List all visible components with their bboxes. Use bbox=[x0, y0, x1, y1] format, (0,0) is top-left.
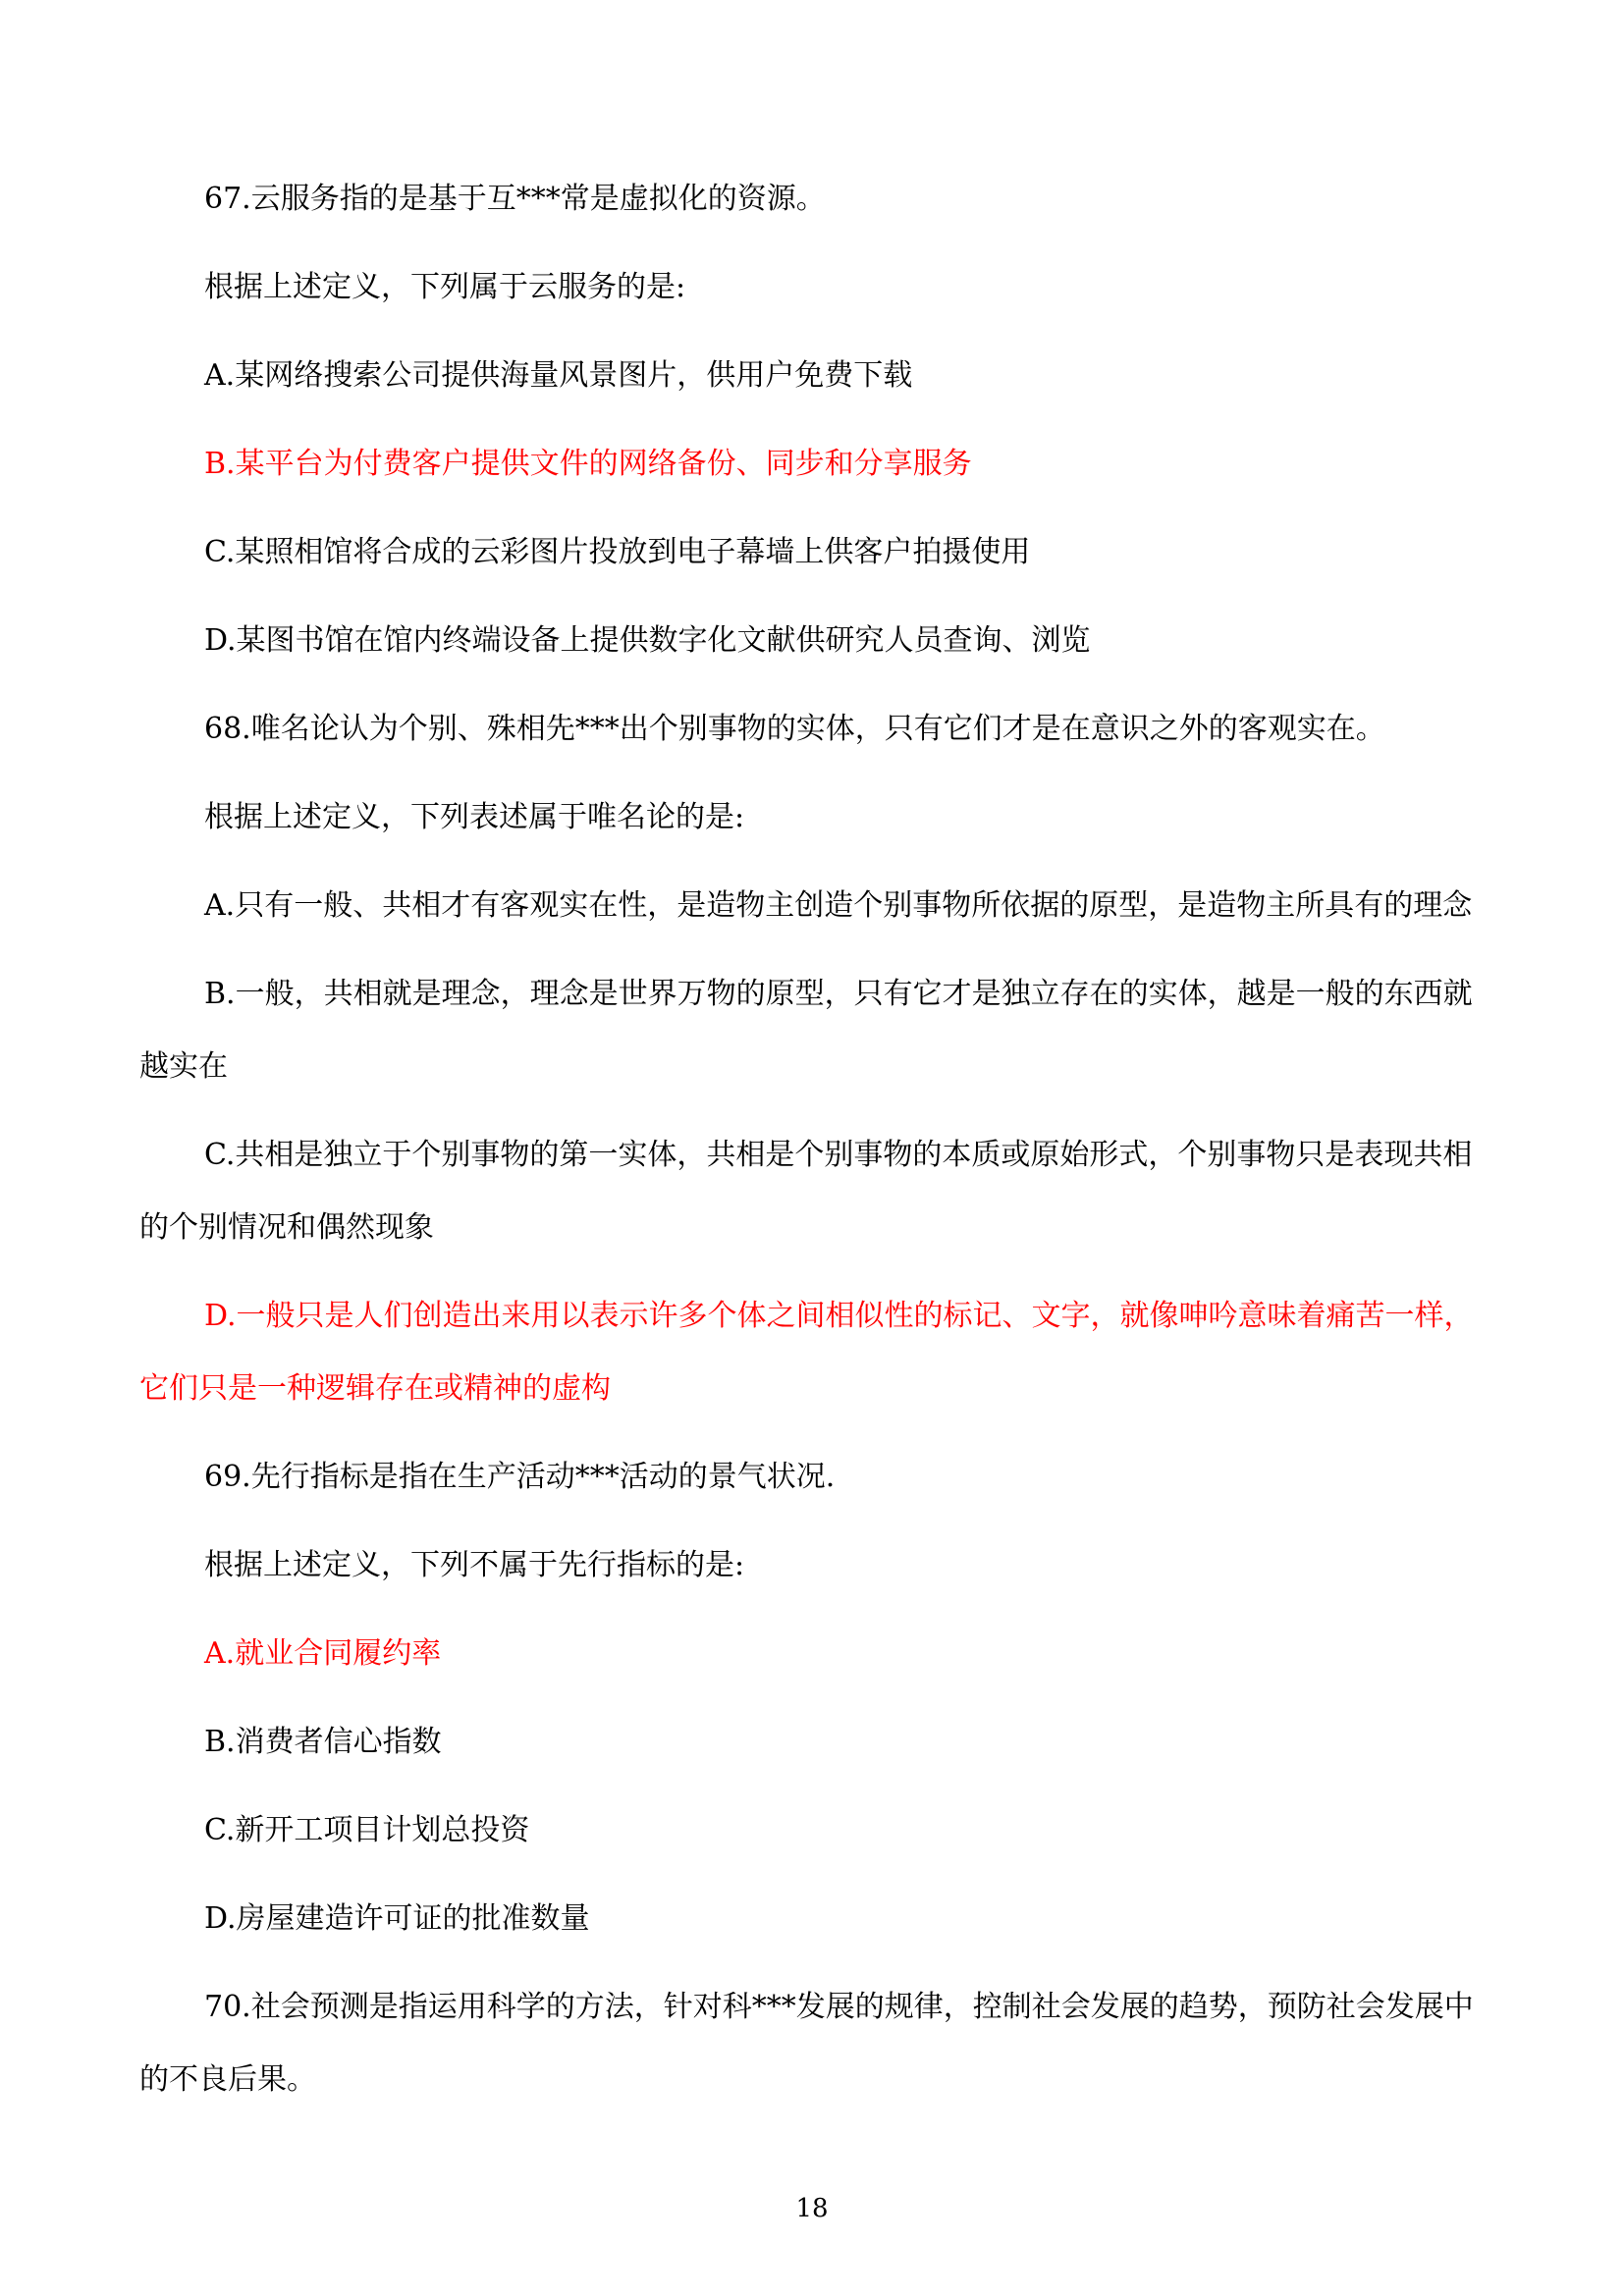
option-q68-d: D.一般只是人们创造出来用以表示许多个体之间相似性的标记、文字，就像呻吟意味着痛苦一样，它们只是一种逻辑存在或精神的虚构 bbox=[139, 1299, 1474, 1406]
option-q69-d: D.房屋建造许可证的批准数量 bbox=[204, 1901, 590, 1936]
option-q67-a: A.某网络搜索公司提供海量风景图片，供用户免费下载 bbox=[204, 358, 913, 393]
option-q68-b: B.一般，共相就是理念，理念是世界万物的原型，只有它才是独立存在的实体，越是一般的东西就越实在 bbox=[139, 977, 1473, 1084]
option-q69-c: C.新开工项目计划总投资 bbox=[204, 1813, 530, 1847]
paragraph-q67-stem: 67.云服务指的是基于互***常是虚拟化的资源。 bbox=[204, 182, 826, 216]
paragraph-q68-prompt: 根据上述定义，下列表述属于唯名论的是: bbox=[204, 800, 745, 834]
paragraph-q67-prompt: 根据上述定义，下列属于云服务的是: bbox=[204, 270, 686, 304]
paragraph-q70-stem: 70.社会预测是指运用科学的方法，针对科***发展的规律，控制社会发展的趋势，预防社会发展中的不良后果。 bbox=[139, 1990, 1474, 2097]
option-q69-b: B.消费者信心指数 bbox=[204, 1725, 442, 1759]
page-number: 18 bbox=[795, 2194, 829, 2223]
paragraph-q69-stem: 69.先行指标是指在生产活动***活动的景气状况. bbox=[204, 1460, 836, 1494]
option-q68-c: C.共相是独立于个别事物的第一实体，共相是个别事物的本质或原始形式，个别事物只是表现共相的个别情况和偶然现象 bbox=[139, 1138, 1473, 1245]
document-body bbox=[139, 163, 1485, 2132]
option-q68-a: A.只有一般、共相才有客观实在性，是造物主创造个别事物所依据的原型，是造物主所具有的理念 bbox=[204, 888, 1473, 923]
option-q69-a: A.就业合同履约率 bbox=[204, 1636, 442, 1671]
paragraph-q68-stem: 68.唯名论认为个别、殊相先***出个别事物的实体，只有它们才是在意识之外的客观实在。 bbox=[204, 712, 1385, 746]
paragraph-q69-prompt: 根据上述定义，下列不属于先行指标的是: bbox=[204, 1548, 745, 1582]
option-q67-d: D.某图书馆在馆内终端设备上提供数字化文献供研究人员查询、浏览 bbox=[204, 623, 1091, 658]
option-q67-c: C.某照相馆将合成的云彩图片投放到电子幕墙上供客户拍摄使用 bbox=[204, 535, 1031, 569]
option-q67-b: B.某平台为付费客户提供文件的网络备份、同步和分享服务 bbox=[204, 447, 972, 481]
